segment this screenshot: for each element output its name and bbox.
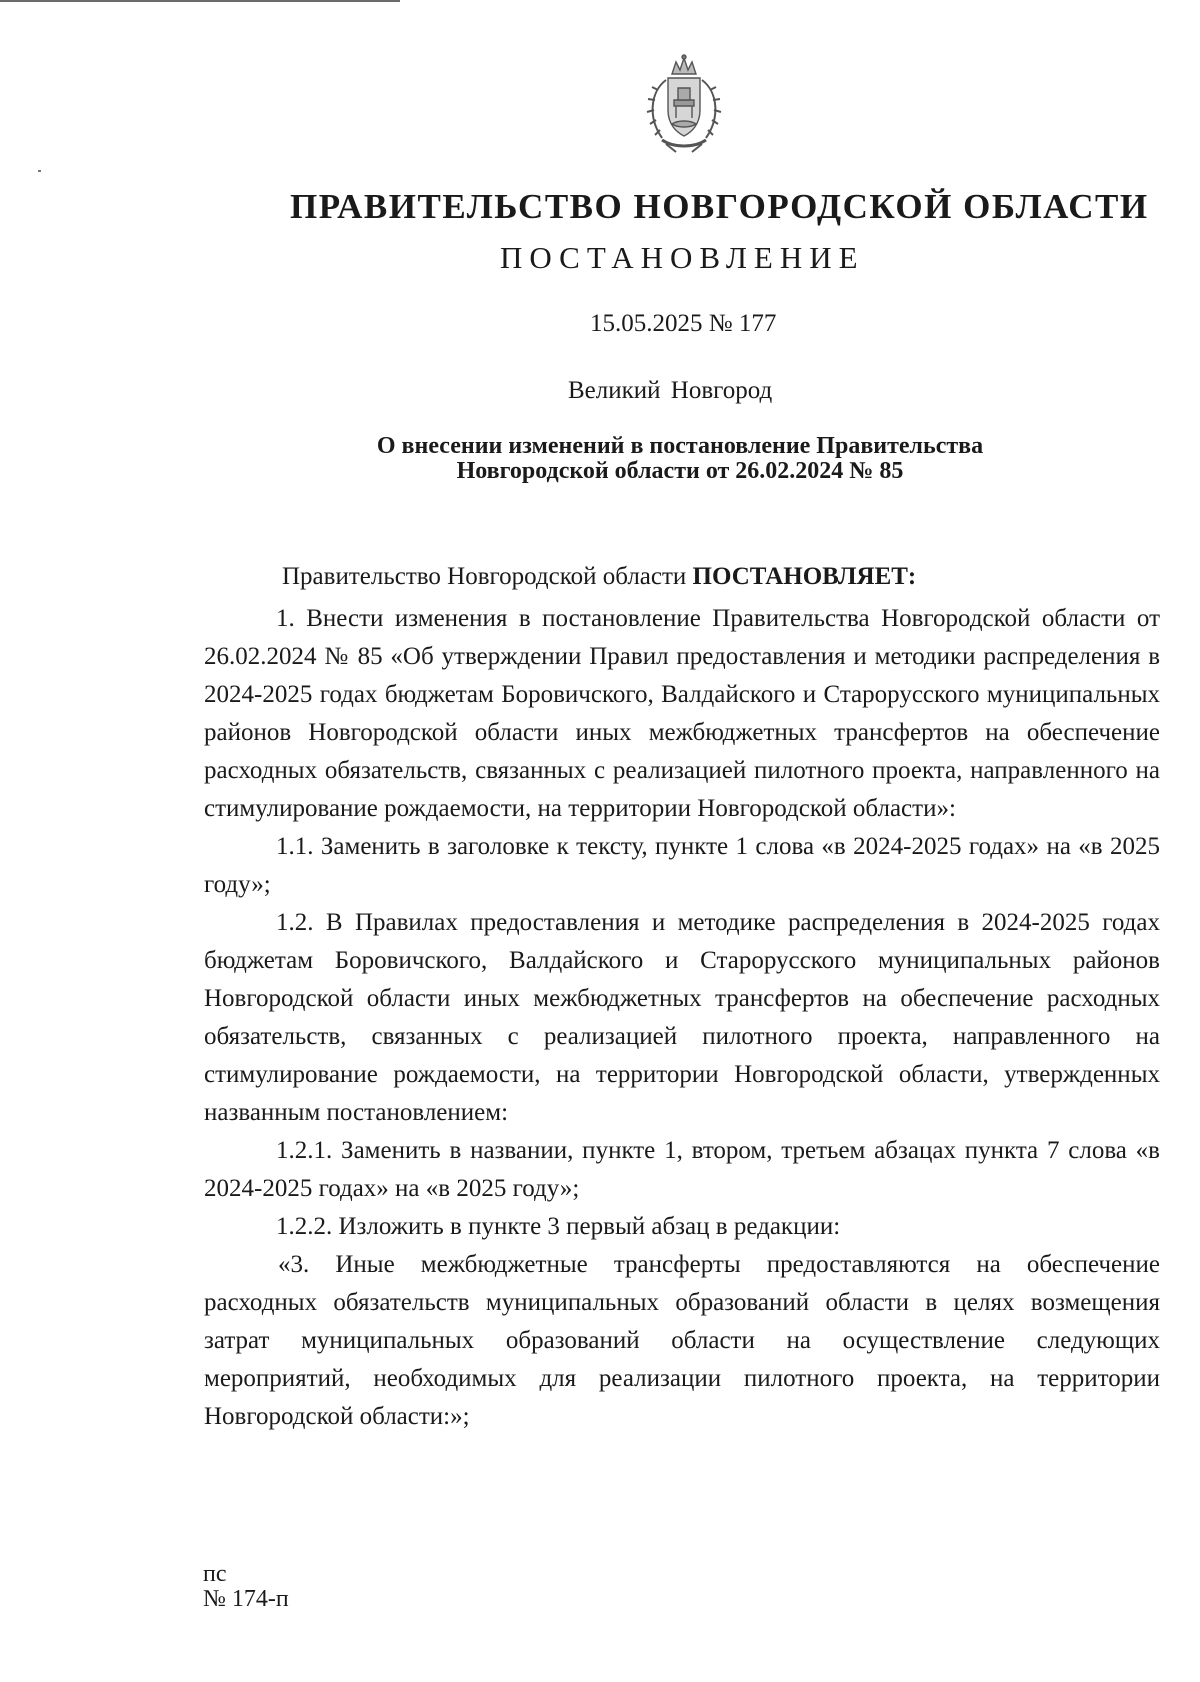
- paragraph-1-2: 1.2. В Правилах предоставления и методике распределения в 2024-2025 годах бюджетам Боровичского, Валдайского и Старорусского муниципальных районов Новгородской области иных межбюджетных трансфертов на обеспечение расходных обязательств, связанных с реализацией пилотного проекта, направленного на стимулирование рождаемости, на территории Новгородской области, утвержденных названным постановлением:: [204, 909, 1160, 1126]
- preamble-emphasis: ПОСТАНОВЛЯЕТ:: [692, 563, 917, 590]
- document-type: ПОСТАНОВЛЕНИЕ: [500, 240, 865, 275]
- quoted-paragraph: «3. Иные межбюджетные трансферты предоставляются на обеспечение расходных обязательств муниципальных образований области в целях возмещения затрат муниципальных образований области на осуществление следующих мероприятий, необходимых для реализации пилотного проекта, на территории Новгородской области:»;: [204, 1251, 1160, 1430]
- preamble: [204, 558, 1160, 596]
- footer-number: № 174-п: [203, 1586, 289, 1612]
- document-date-number: 15.05.2025 № 177: [590, 310, 777, 337]
- document-subject: [300, 434, 1060, 484]
- paragraph-1-2-2: 1.2.2. Изложить в пункте 3 первый абзац в редакции:: [276, 1213, 841, 1240]
- preamble-text: Правительство Новгородской области: [282, 563, 693, 590]
- paragraph-1-1: 1.1. Заменить в заголовке к тексту, пункте 1 слова «в 2024-2025 годах» на «в 2025 году»;: [204, 833, 1160, 898]
- document-body: [204, 558, 1160, 1436]
- scan-speck: [38, 170, 41, 172]
- scan-edge-line: [0, 0, 400, 2]
- footer-code-letters: пс: [203, 1561, 227, 1587]
- subject-line: О внесении изменений в постановление Правительства: [376, 433, 984, 459]
- paragraph-1-2-1: 1.2.1. Заменить в названии, пункте 1, втором, третьем абзацах пункта 7 слова «в 2024-2025 годах» на «в 2025 году»;: [204, 1137, 1160, 1202]
- coat-of-arms-icon: [636, 52, 732, 156]
- document-place: Великий Новгород: [568, 377, 773, 404]
- government-title: ПРАВИТЕЛЬСТВО НОВГОРОДСКОЙ ОБЛАСТИ: [290, 187, 1149, 226]
- subject-line: Новгородской области от 26.02.2024 № 85: [456, 458, 904, 484]
- footer-code: [203, 1562, 289, 1612]
- paragraph-1: 1. Внести изменения в постановление Правительства Новгородской области от 26.02.2024 № 85 «Об утверждении Правил предоставления и методики распределения в 2024-2025 годах бюджетам Боровичского, Валдайского и Старорусского муниципальных районов Новгородской области иных межбюджетных трансфертов на обеспечение расходных обязательств, связанных с реализацией пилотного проекта, направленного на стимулирование рождаемости, на территории Новгородской области»:: [204, 605, 1160, 822]
